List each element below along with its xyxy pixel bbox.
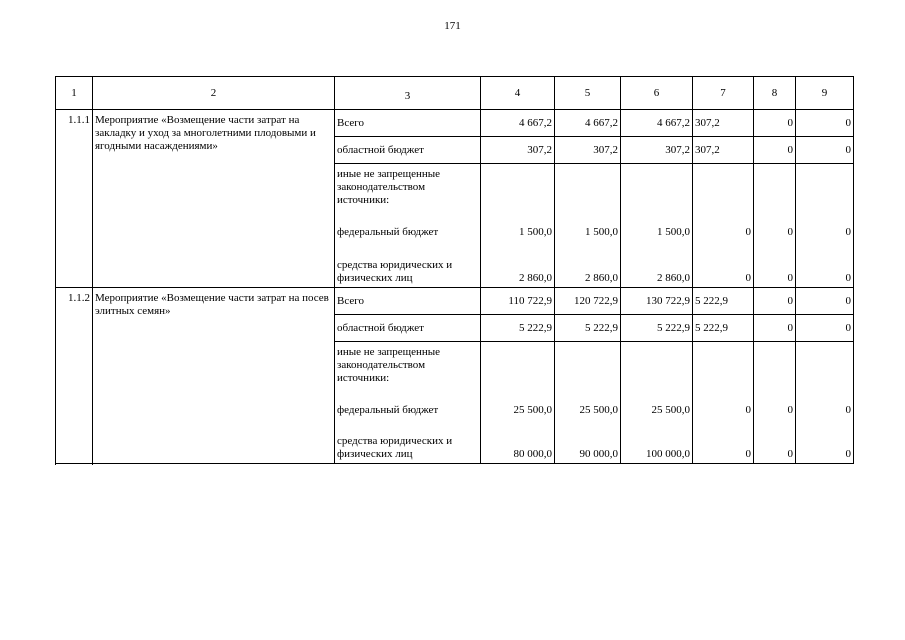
page-number: 171 — [444, 20, 461, 32]
row-label: иные не запрещенные законодательством источники: — [337, 346, 441, 384]
value-cell — [555, 164, 621, 288]
value-cell — [754, 164, 796, 288]
value-cell: 0 — [754, 315, 796, 342]
value-text: 80 000,0 — [513, 448, 552, 460]
header-col-5: 5 — [555, 77, 621, 110]
value-cell — [796, 164, 854, 288]
value-text: 0 — [745, 448, 751, 460]
value-text: 0 — [745, 404, 751, 416]
value-text: 25 500,0 — [579, 404, 618, 416]
value-text: 1 500,0 — [519, 226, 552, 238]
value-text: 0 — [845, 272, 851, 284]
value-cell: 5 222,9 — [481, 315, 555, 342]
value-cell: 307,2 — [481, 137, 555, 164]
value-cell — [693, 164, 754, 288]
value-cell — [481, 164, 555, 288]
row-label: иные не запрещенные законодательством источники: — [337, 168, 441, 206]
value-cell: 307,2 — [693, 137, 754, 164]
value-text: 0 — [745, 272, 751, 284]
value-cell: 4 667,2 — [481, 110, 555, 137]
header-col-7: 7 — [693, 77, 754, 110]
value-cell: 130 722,9 — [621, 288, 693, 315]
value-cell: 0 — [754, 288, 796, 315]
value-cell: 5 222,9 — [621, 315, 693, 342]
row-label-group — [335, 342, 481, 464]
value-text: 100 000,0 — [646, 448, 690, 460]
value-cell: 0 — [796, 110, 854, 137]
header-col-2: 2 — [93, 77, 335, 110]
value-cell: 307,2 — [621, 137, 693, 164]
value-cell: 0 — [754, 137, 796, 164]
value-cell — [621, 342, 693, 464]
value-text: 0 — [845, 448, 851, 460]
value-cell: 5 222,9 — [693, 315, 754, 342]
row-label: областной бюджет — [335, 137, 481, 164]
row-label: Всего — [335, 288, 481, 315]
value-text: 0 — [787, 404, 793, 416]
value-text: 0 — [845, 404, 851, 416]
value-cell — [555, 342, 621, 464]
row-label: средства юридических и физических лиц — [337, 259, 453, 284]
header-col-3 — [335, 77, 481, 110]
value-text: 0 — [787, 226, 793, 238]
header-col-1: 1 — [56, 77, 93, 110]
value-cell: 120 722,9 — [555, 288, 621, 315]
value-text: 0 — [787, 272, 793, 284]
header-col-4: 4 — [481, 77, 555, 110]
value-cell: 307,2 — [693, 110, 754, 137]
value-text: 25 500,0 — [651, 404, 690, 416]
value-text: 2 860,0 — [519, 272, 552, 284]
row-label: средства юридических и физических лиц — [337, 435, 453, 460]
value-cell: 5 222,9 — [693, 288, 754, 315]
header-col-9: 9 — [796, 77, 854, 110]
value-text: 1 500,0 — [585, 226, 618, 238]
value-cell: 307,2 — [555, 137, 621, 164]
value-text: 0 — [745, 226, 751, 238]
value-cell: 0 — [796, 288, 854, 315]
row-label-group — [335, 164, 481, 288]
value-cell: 0 — [796, 315, 854, 342]
value-text: 0 — [845, 226, 851, 238]
value-cell: 0 — [796, 137, 854, 164]
value-cell — [621, 164, 693, 288]
value-cell: 4 667,2 — [621, 110, 693, 137]
block-title: Мероприятие «Возмещение части затрат на посев элитных семян» — [93, 288, 335, 464]
value-cell: 5 222,9 — [555, 315, 621, 342]
value-text: 90 000,0 — [579, 448, 618, 460]
value-text: 2 860,0 — [585, 272, 618, 284]
row-label: федеральный бюджет — [337, 226, 439, 238]
block-title: Мероприятие «Возмещение части затрат на закладку и уход за многолетними плодовыми и ягодными насаждениями» — [93, 110, 335, 288]
header-col-6: 6 — [621, 77, 693, 110]
value-cell: 110 722,9 — [481, 288, 555, 315]
value-cell — [796, 342, 854, 464]
value-cell — [693, 342, 754, 464]
block-id: 1.1.1 — [56, 110, 93, 288]
budget-table — [55, 76, 854, 464]
table-row — [56, 110, 854, 137]
value-text: 25 500,0 — [513, 404, 552, 416]
header-col-8: 8 — [754, 77, 796, 110]
header-col-3-label: 3 — [404, 89, 411, 102]
value-cell: 0 — [754, 110, 796, 137]
value-cell — [754, 342, 796, 464]
row-label: федеральный бюджет — [337, 404, 439, 416]
row-label: областной бюджет — [335, 315, 481, 342]
row-label: Всего — [335, 110, 481, 137]
value-cell: 4 667,2 — [555, 110, 621, 137]
table-row — [56, 288, 854, 315]
value-text: 0 — [787, 448, 793, 460]
table-header-row — [56, 77, 854, 110]
value-cell — [481, 342, 555, 464]
value-text: 1 500,0 — [657, 226, 690, 238]
block-id: 1.1.2 — [56, 288, 93, 464]
value-text: 2 860,0 — [657, 272, 690, 284]
